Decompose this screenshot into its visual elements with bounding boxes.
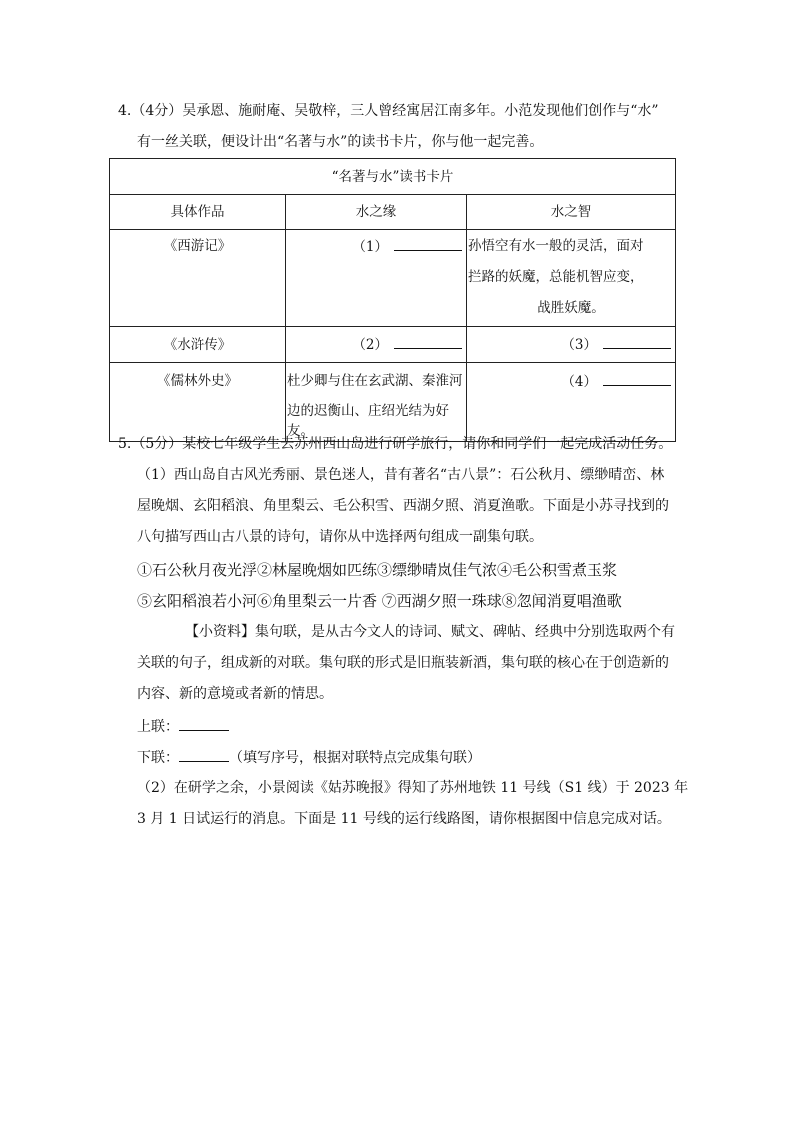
info-line-3: 内容、新的意境或者新的情思。 — [137, 686, 333, 702]
lower-couplet — [137, 747, 481, 768]
xiyouji-wisdom-line: 战胜妖魔。 — [537, 300, 605, 316]
header-water-link: 水之缘 — [286, 195, 467, 230]
answer-1-label: （1） — [352, 239, 388, 255]
answer-2-label: （2） — [352, 337, 388, 353]
rulinwaishi-link-line: 边的迟衡山、庄绍光结为好友。 — [287, 403, 449, 439]
q5-part2-line-2: 3 月 1 日试运行的消息。下面是 11 号线的运行线路图，请你根据图中信息完成对话。 — [137, 811, 671, 827]
answer-4-blank[interactable] — [603, 371, 671, 386]
lower-couplet-blank[interactable] — [179, 747, 229, 762]
q5-part2-line-1: （2）在研学之余，小景阅读《姑苏晚报》得知了苏州地铁 11 号线（S1 线）于 2023 年 — [137, 780, 689, 796]
q5-part1-line-1: （1）西山岛自古风光秀丽、景色迷人，昔有著名“古八景”：石公秋月、缥缈晴峦、林 — [137, 467, 665, 483]
answer-2-blank[interactable] — [394, 334, 462, 349]
poem-options-line-1: ①石公秋月夜光浮②林屋晚烟如匹练③缥缈晴岚佳气浓④毛公积雪煮玉浆 — [137, 561, 618, 579]
table-row — [110, 363, 676, 442]
work-shuihuzhuan: 《水浒传》 — [110, 327, 286, 363]
upper-couplet — [137, 716, 229, 737]
q5-part1-line-2: 屋晚烟、玄阳稻浪、角里梨云、毛公积雪、西湖夕照、消夏渔歌。下面是小苏寻找到的 — [137, 498, 669, 514]
work-xiyouji: 《西游记》 — [110, 230, 286, 327]
table-row — [110, 230, 676, 327]
rulinwaishi-link — [286, 363, 467, 442]
q4-line-2: 有一丝关联，便设计出“名著与水”的读书卡片，你与他一起完善。 — [137, 134, 544, 150]
answer-1-cell — [286, 230, 467, 327]
work-rulinwaishi: 《儒林外史》 — [110, 363, 286, 442]
answer-3-blank[interactable] — [603, 334, 671, 349]
info-line-1: 【小资料】集句联，是从古今文人的诗词、赋文、碑帖、经典中分别选取两个有 — [185, 624, 675, 640]
reading-card-table — [109, 158, 676, 442]
lower-couplet-note: （填写序号，根据对联特点完成集句联） — [229, 750, 481, 766]
upper-couplet-blank[interactable] — [179, 716, 229, 731]
upper-couplet-label: 上联： — [137, 719, 179, 735]
answer-1-blank[interactable] — [394, 236, 462, 251]
poem-options-line-2: ⑤玄阳稻浪若小河⑥角里梨云一片香 ⑦西湖夕照一珠球⑧忽闻消夏唱渔歌 — [137, 592, 622, 610]
answer-2-cell — [286, 327, 467, 363]
answer-4-label: （4） — [561, 374, 597, 390]
q4-line-1: 4.（4分）吴承恩、施耐庵、吴敬梓，三人曾经寓居江南多年。小范发现他们创作与“水” — [118, 103, 659, 119]
q5-line-1: 5.（5分）某校七年级学生去苏州西山岛进行研学旅行，请你和同学们一起完成活动任务。 — [118, 436, 673, 452]
answer-4-cell — [467, 363, 676, 442]
xiyouji-wisdom-line: 拦路的妖魔，总能机智应变， — [468, 269, 644, 285]
q5-part1-line-3: 八句描写西山古八景的诗句，请你从中选择两句组成一副集句联。 — [137, 529, 543, 545]
header-water-wisdom: 水之智 — [467, 195, 676, 230]
xiyouji-wisdom-line: 孙悟空有水一般的灵活，面对 — [468, 238, 644, 254]
table-row — [110, 327, 676, 363]
header-work: 具体作品 — [110, 195, 286, 230]
table-title: “名著与水”读书卡片 — [110, 159, 676, 195]
info-line-2: 关联的句子，组成新的对联。集句联的形式是旧瓶装新酒，集句联的核心在于创造新的 — [137, 655, 669, 671]
lower-couplet-label: 下联： — [137, 750, 179, 766]
rulinwaishi-link-line: 杜少卿与住在玄武湖、秦淮河 — [287, 373, 463, 389]
xiyouji-wisdom — [467, 230, 676, 327]
answer-3-label: （3） — [561, 337, 597, 353]
answer-3-cell — [467, 327, 676, 363]
